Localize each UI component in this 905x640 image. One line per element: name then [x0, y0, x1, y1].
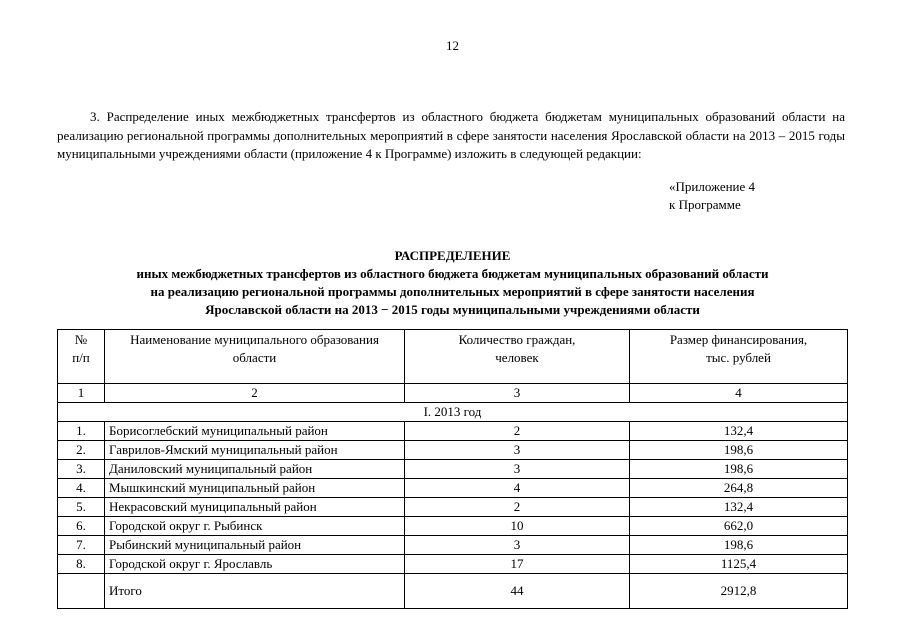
column-number: 3: [405, 384, 630, 403]
total-count: 44: [405, 574, 630, 609]
row-count: 3: [405, 536, 630, 555]
row-num: 3.: [58, 460, 105, 479]
section-row: [58, 403, 848, 422]
total-row: [58, 574, 848, 609]
heading-line2: на реализацию региональной программы дополнительных мероприятий в сфере занятости населения: [150, 284, 755, 299]
row-count: 2: [405, 498, 630, 517]
row-count: 3: [405, 460, 630, 479]
table-row: [58, 555, 848, 574]
header-name-line2: области: [232, 350, 277, 365]
table-row: [58, 517, 848, 536]
row-name: Гаврилов-Ямский муниципальный район: [105, 441, 405, 460]
row-amount: 132,4: [630, 422, 848, 441]
heading-line3: Ярославской области на 2013 − 2015 годы муниципальными учреждениями области: [205, 302, 700, 317]
row-name: Некрасовский муниципальный район: [105, 498, 405, 517]
row-num: 2.: [58, 441, 105, 460]
column-number: 1: [58, 384, 105, 403]
table-row: [58, 422, 848, 441]
row-name: Городской округ г. Ярославль: [105, 555, 405, 574]
appendix-note-line2: к Программе: [669, 197, 741, 212]
row-count: 2: [405, 422, 630, 441]
row-num: 5.: [58, 498, 105, 517]
appendix-note: [669, 178, 755, 214]
table-row: [58, 460, 848, 479]
distribution-table: [57, 329, 848, 609]
header-funding-line2: тыс. рублей: [706, 350, 771, 365]
header-name-line1: Наименование муниципального образования: [130, 332, 379, 347]
table-row: [58, 498, 848, 517]
table-row: [58, 479, 848, 498]
row-name: Борисоглебский муниципальный район: [105, 422, 405, 441]
row-amount: 198,6: [630, 441, 848, 460]
header-num-line1: №: [74, 332, 88, 347]
total-empty-cell: [58, 574, 105, 609]
row-count: 17: [405, 555, 630, 574]
row-amount: 198,6: [630, 536, 848, 555]
total-amount: 2912,8: [630, 574, 848, 609]
row-count: 4: [405, 479, 630, 498]
table-row: [58, 536, 848, 555]
appendix-note-line1: «Приложение 4: [669, 179, 756, 194]
row-num: 6.: [58, 517, 105, 536]
row-count: 10: [405, 517, 630, 536]
document-heading: [0, 247, 905, 319]
column-number: 2: [105, 384, 405, 403]
row-amount: 1125,4: [630, 555, 848, 574]
header-count-line2: человек: [495, 350, 539, 365]
row-num: 4.: [58, 479, 105, 498]
header-num-line2: п/п: [72, 350, 90, 365]
header-count-line1: Количество граждан,: [458, 332, 576, 347]
row-name: Рыбинский муниципальный район: [105, 536, 405, 555]
row-amount: 662,0: [630, 517, 848, 536]
row-num: 7.: [58, 536, 105, 555]
row-name: Мышкинский муниципальный район: [105, 479, 405, 498]
section-title: I. 2013 год: [58, 403, 848, 422]
header-count: [405, 330, 630, 384]
header-num: [58, 330, 105, 384]
row-count: 3: [405, 441, 630, 460]
row-name: Городской округ г. Рыбинск: [105, 517, 405, 536]
column-number: 4: [630, 384, 848, 403]
header-funding: [630, 330, 848, 384]
row-num: 8.: [58, 555, 105, 574]
column-number-row: [58, 384, 848, 403]
heading-title: РАСПРЕДЕЛЕНИЕ: [394, 248, 511, 263]
table-row: [58, 441, 848, 460]
row-amount: 198,6: [630, 460, 848, 479]
heading-line1: иных межбюджетных трансфертов из областного бюджета бюджетам муниципальных образований области: [136, 266, 769, 281]
row-amount: 132,4: [630, 498, 848, 517]
row-amount: 264,8: [630, 479, 848, 498]
page-number: 12: [446, 38, 459, 53]
total-label: Итого: [105, 574, 405, 609]
row-num: 1.: [58, 422, 105, 441]
row-name: Даниловский муниципальный район: [105, 460, 405, 479]
header-name: [105, 330, 405, 384]
table-header-row: [58, 330, 848, 384]
intro-paragraph: 3. Распределение иных межбюджетных трансфертов из областного бюджета бюджетам муниципальных образований области на реализацию региональной программы дополнительных мероприятий в сфере занятости населения Ярославской области на 2013 – 2015 годы муниципальными учреждениями области (приложение 4 к Программе) изложить в следующей редакции:: [57, 109, 845, 161]
header-funding-line1: Размер финансирования,: [669, 332, 808, 347]
intro-paragraph-block: [57, 108, 845, 164]
